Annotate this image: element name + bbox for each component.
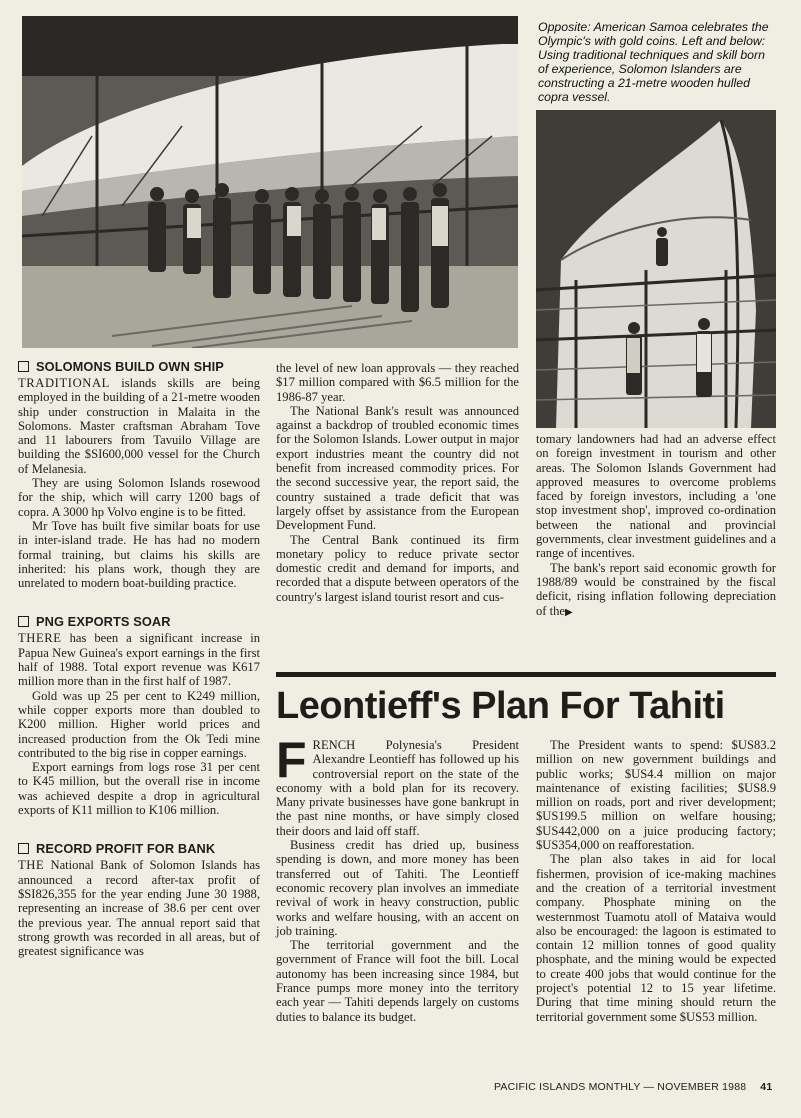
png-paragraph-3: Export earnings from logs rose 31 per cent to K45 million, but the overall rise in income was achieved despite a drop in agricultural exports of K11 million to K106 million. [18,760,260,818]
photo-shipbuilders-group [22,16,518,348]
publication-line: PACIFIC ISLANDS MONTHLY — NOVEMBER 1988 [494,1081,747,1093]
tahiti-paragraph-2: Business credit has dried up, business spending is down, and more money has been transferred out of Tahiti. The Leontieff economic recovery plan involves an immediate revival of work in heavy construction, public works and welfare housing, with an accent on job training. [276,838,519,938]
tahiti-column-1 [276,732,519,1024]
square-outline-icon [18,616,29,627]
png-paragraph-1: THERE has been a significant increase in Papua New Guinea's export earnings in the first half of 1988. Total export revenue was K617 million more than in the first half of 1987. [18,631,260,689]
tahiti-paragraph-1: FRENCH Polynesia's President Alexandre Leontieff has followed up his controversial report on the state of the economy with a bold plan for its recovery. Many private businesses have gone bankrupt in the past nine months, or have simply closed their doors and laid off staff. [276,732,519,838]
tahiti-column-2 [536,738,776,1024]
column-3-top [536,432,776,620]
tahiti-paragraph-5: The plan also takes in aid for local fishermen, provision of ice-making machines and the creation of a territorial investment company. Phosphate mining on the westernmost Tuamotu atoll of Mataiva would also be encouraged: the lagoon is estimated to contain 12 million tonnes of good quality phosphate, and the mining would be expected to create 400 jobs that would continue for the project's potential 12 to 15 year lifetime. During that time mining should return the territorial government some $US53 million. [536,852,776,1024]
drop-cap: F [276,732,307,788]
bank-paragraph-2: the level of new loan approvals — they reached $17 million compared with $6.5 million for the 1986-87 year. [276,361,519,404]
ship-paragraph-1: TRADITIONAL islands skills are being employed in the building of a 21-metre wooden ship under construction in Malaita in the Solomons. Master craftsman Abraham Tove and 11 labourers from Tavuilo Village are building the $SI600,000 vessel for the Church of Melanesia. [18,376,260,476]
ship-paragraph-3: Mr Tove has built five similar boats for use in inter-island trade. He has had no modern formal training, but claims his skills are inherited: his plans work, though they are unrelated to modern boat-building practice. [18,518,260,591]
column-1 [18,359,260,958]
headline-tahiti: Leontieff's Plan For Tahiti [276,685,725,727]
bank-paragraph-6: The bank's report said economic growth for 1988/89 would be constrained by the fiscal deficit, rising inflation following depreciation of the▶ [536,560,776,618]
ship-paragraph-2: They are using Solomon Islands rosewood for the ship, which will carry 1200 bags of copra. A 3000 hp Volvo engine is to be fitted. [18,476,260,519]
headline-rule [276,672,776,677]
png-paragraph-2: Gold was up 25 per cent to K249 million, while copper exports more than doubled to K200 million. Higher world prices and increased production from the Ok Tedi mine contributed to the big rise in copper earnings. [18,688,260,760]
square-outline-icon [18,361,29,372]
square-outline-icon [18,843,29,854]
section-heading-ship: SOLOMONS BUILD OWN SHIP [18,359,260,375]
page-number: 41 [760,1081,773,1093]
photo-caption: Opposite: American Samoa celebrates the Olympic's with gold coins. Left and below: Using traditional techniques and skill born of experience, Solomon Islanders are constructing a 21-metre wooden hulled copra vessel. [538,20,769,104]
page-footer [494,1081,772,1093]
right-triangle-icon: ▶ [565,606,573,618]
section-heading-png: PNG EXPORTS SOAR [18,614,260,630]
photo-hull-construction [536,110,776,428]
tahiti-paragraph-4: The President wants to spend: $US83.2 million on new government buildings and public works; $US4.4 million on major maintenance of existing facilities; $US8.9 million on roads, port and river development; $US199.5 million on welfare housing; $US442,000 on a juice producing factory; $US354,000 on reafforestation. [536,738,776,853]
bank-paragraph-1: THE National Bank of Solomon Islands has announced a record after-tax profit of $SI826,355 for the year ending June 30 1988, representing an increase of 38.6 per cent over the previous year. The annual report said that strong growth was recorded in all areas, but of greatest significance was [18,858,260,959]
bank-paragraph-5: tomary landowners had had an adverse effect on foreign investment in tourism and other areas. The Solomon Islands Government had approved measures to overcome problems faced by foreign investors, including a 'one stop investment shop', improved co-ordination between the national and provincial governments, clear investment guidelines and a range of incentives. [536,432,776,561]
column-2-top [276,361,519,604]
bank-paragraph-4: The Central Bank continued its firm monetary policy to reduce private sector domestic credit and demand for imports, and recorded that a dispute between operators of the country's largest island tourist resort and cus- [276,532,519,604]
photo-hull-illustration [536,110,776,428]
section-heading-bank: RECORD PROFIT FOR BANK [18,841,260,857]
tahiti-paragraph-3: The territorial government and the government of France will foot the bill. Local autonomy has been increasing since 1984, but France pumps more money into the territory each year — Tahiti depends largely on customs duties to balance its budget. [276,938,519,1024]
photo-shipbuilders-illustration [22,16,518,348]
bank-paragraph-3: The National Bank's result was announced against a backdrop of troubled economic times for the Solomon Islands. Lower output in major export industries meant the country did not benefit from increased commodity prices. For the second successive year, the report said, the country sustained a trade deficit that was largely offset by assistance from the European Development Fund. [276,403,519,533]
